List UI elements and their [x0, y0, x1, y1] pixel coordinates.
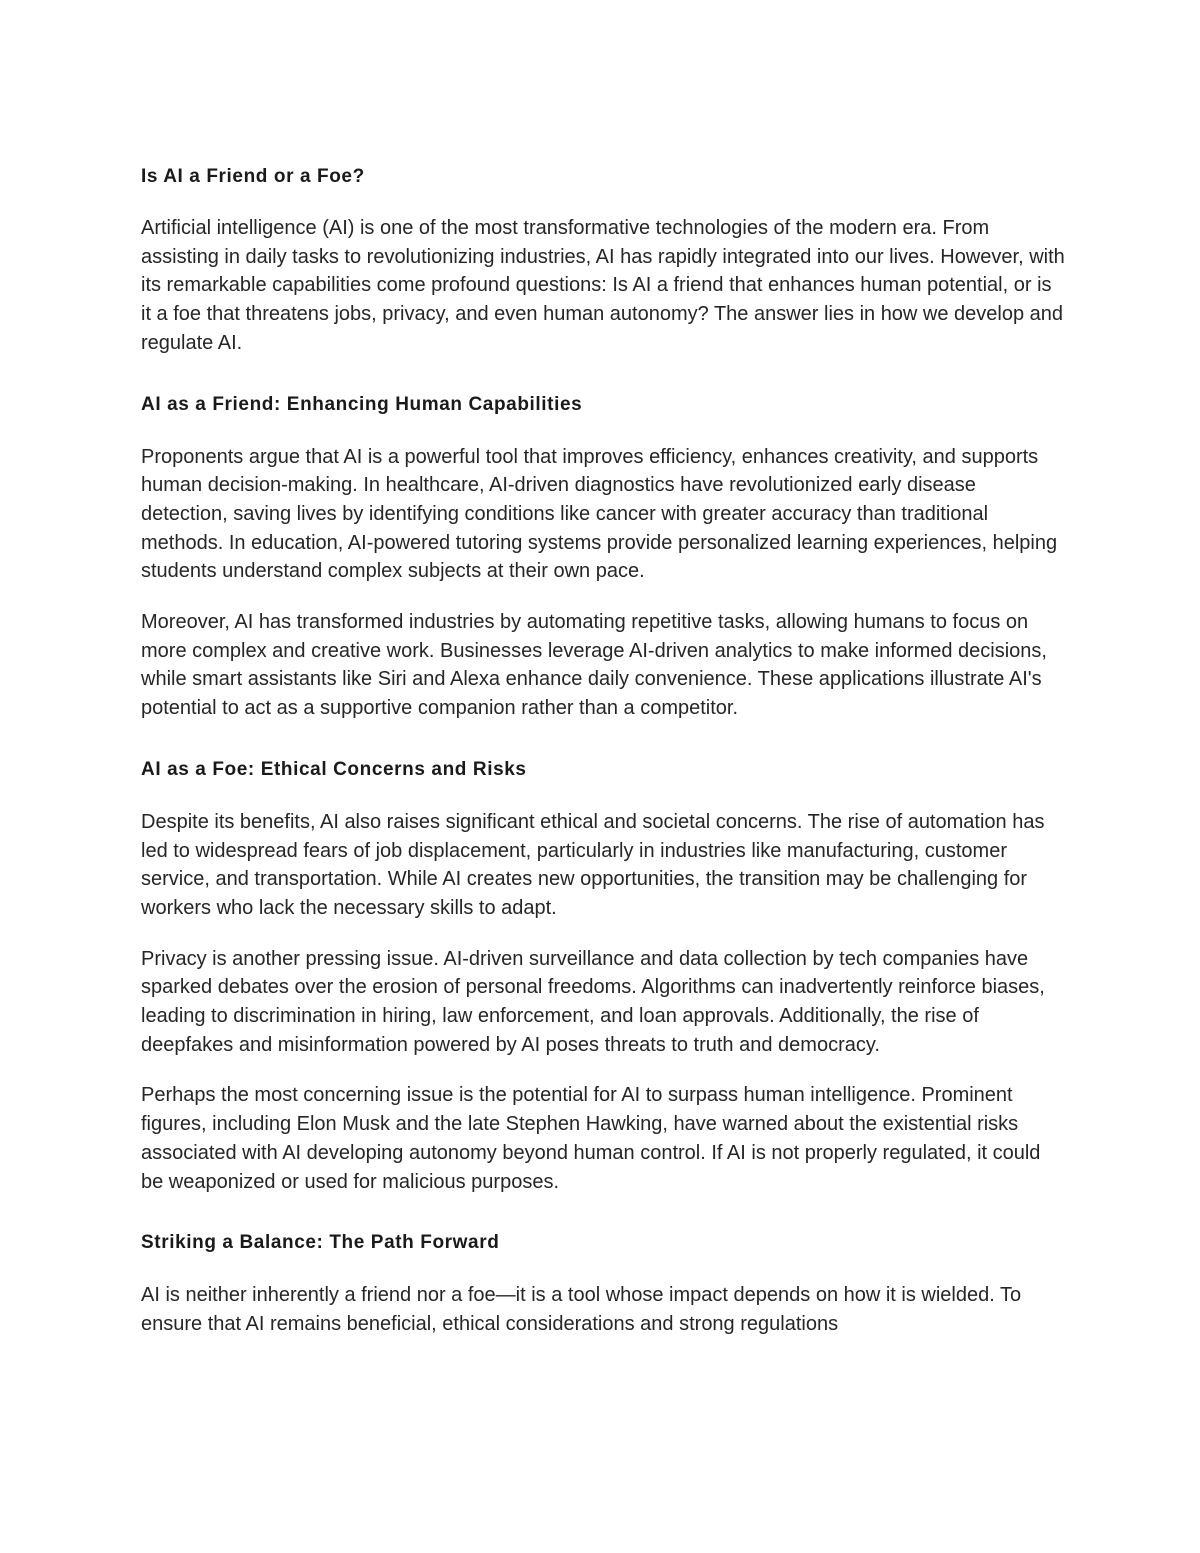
friend-paragraph-1: Proponents argue that AI is a powerful tool that improves efficiency, enhances creativity, and supports human decision-making. In healthcare, AI-driven diagnostics have revolutionized early disease detection, saving lives by identifying conditions like cancer with greater accuracy than traditional methods. In education, AI-powered tutoring systems provide personalized learning experiences, helping students understand complex subjects at their own pace.: [141, 445, 1058, 583]
intro-paragraph: Artificial intelligence (AI) is one of the most transformative technologies of the modern era. From assisting in daily tasks to revolutionizing industries, AI has rapidly integrated into our lives. However, with its remarkable capabilities come profound questions: Is AI a friend that enhances human potential, or is it a foe that threatens jobs, privacy, and even human autonomy? The answer lies in how we develop and regulate AI.: [141, 217, 1065, 354]
section-heading-foe: AI as a Foe: Ethical Concerns and Risks: [141, 758, 527, 780]
foe-paragraph-3: Perhaps the most concerning issue is the potential for AI to surpass human intelligence. Prominent figures, including Elon Musk and the late Stephen Hawking, have warned about the existential risks associated with AI developing autonomy beyond human control. If AI is not properly regulated, it could be weaponized or used for malicious purposes.: [141, 1084, 1041, 1193]
document-body: [141, 163, 1066, 1339]
section-heading-friend: AI as a Friend: Enhancing Human Capabilities: [141, 393, 583, 415]
foe-paragraph-1: Despite its benefits, AI also raises significant ethical and societal concerns. The rise of automation has led to widespread fears of job displacement, particularly in industries like manufacturing, customer service, and transportation. While AI creates new opportunities, the transition may be challenging for workers who lack the necessary skills to adapt.: [141, 810, 1045, 919]
document-title: Is AI a Friend or a Foe?: [141, 166, 365, 187]
friend-paragraph-2: Moreover, AI has transformed industries by automating repetitive tasks, allowing humans to focus on more complex and creative work. Businesses leverage AI-driven analytics to make informed decisions, while smart assistants like Siri and Alexa enhance daily convenience. These applications illustrate AI's potential to act as a supportive companion rather than a competitor.: [141, 611, 1047, 720]
section-heading-balance: Striking a Balance: The Path Forward: [141, 1232, 500, 1254]
foe-paragraph-2: Privacy is another pressing issue. AI-driven surveillance and data collection by tech companies have sparked debates over the erosion of personal freedoms. Algorithms can inadvertently reinforce biases, leading to discrimination in hiring, law enforcement, and loan approvals. Additionally, the rise of deepfakes and misinformation powered by AI poses threats to truth and democracy.: [141, 947, 1045, 1056]
balance-paragraph-1: AI is neither inherently a friend nor a foe—it is a tool whose impact depends on how it is wielded. To ensure that AI remains beneficial, ethical considerations and strong regulations: [141, 1284, 1022, 1335]
